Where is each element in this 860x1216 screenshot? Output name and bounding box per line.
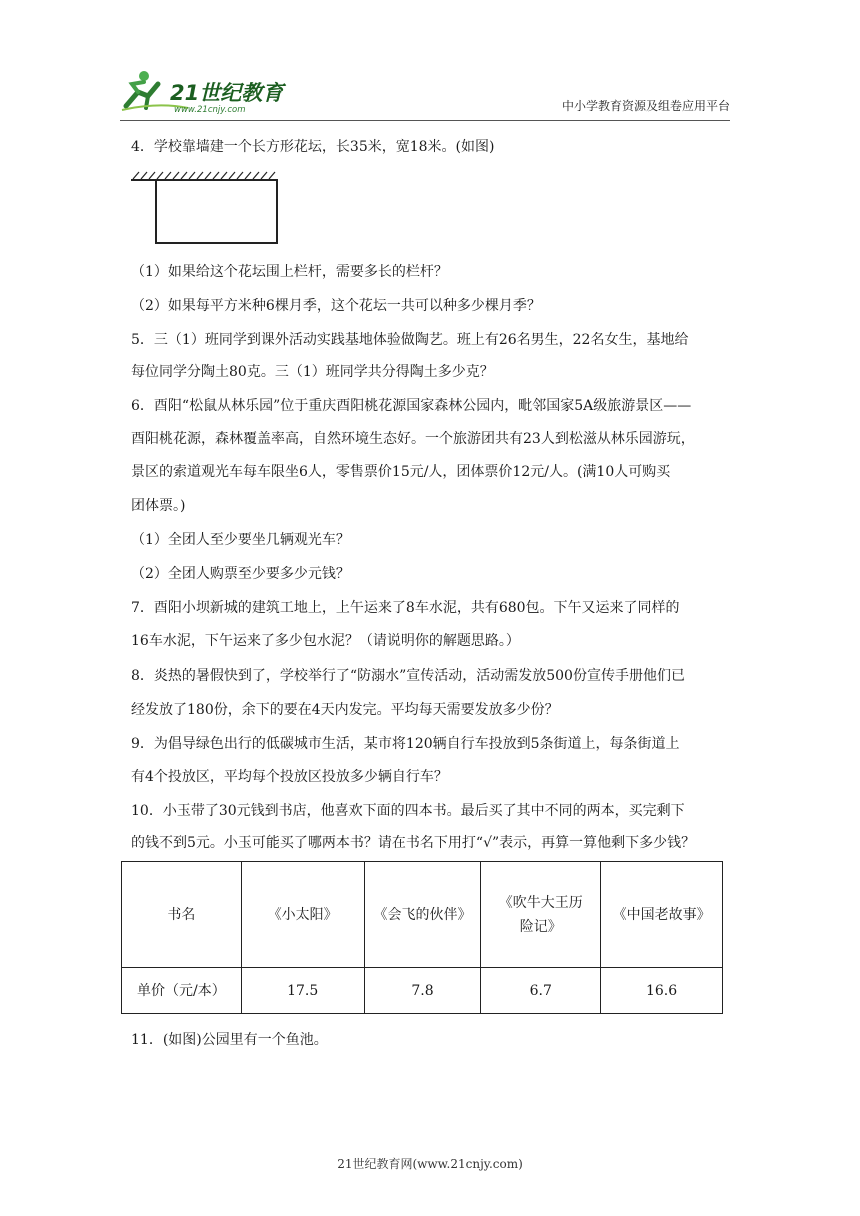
- table-cell: [481, 862, 601, 968]
- table-cell: 6.7: [481, 968, 601, 1014]
- page-footer: 21世纪教育网(www.21cnjy.com): [337, 1157, 523, 1171]
- header-divider: [120, 120, 730, 121]
- flowerbed-figure: [131, 170, 283, 250]
- question-10-line-1: 10．小玉带了30元钱到书店，他喜欢下面的四本书。最后买了其中不同的两本，买完剩下: [131, 803, 685, 819]
- question-9-line-1: 9．为倡导绿色出行的低碳城市生活，某市将120辆自行车投放到5条街道上，每条街道上: [131, 736, 680, 752]
- table-row: [122, 862, 723, 968]
- question-4: 4．学校靠墙建一个长方形花坛，长35米，宽18米。(如图): [131, 139, 495, 155]
- table-cell: 《会飞的伙伴》: [364, 862, 481, 968]
- table-cell-line: 险记》: [519, 918, 562, 935]
- question-8-line-2: 经发放了180份，余下的要在4天内发完。平均每天需要发放多少份？: [131, 702, 559, 718]
- book-price-table: [121, 861, 723, 1014]
- question-6-part-1: （1）全团人至少要坐几辆观光车？: [131, 532, 350, 548]
- question-4-part-1: （1）如果给这个花坛围上栏杆，需要多长的栏杆？: [131, 264, 448, 280]
- table-header-cell: 单价（元/本）: [122, 968, 242, 1014]
- table-cell: 《小太阳》: [241, 862, 364, 968]
- svg-text:www.21cnjy.com: www.21cnjy.com: [174, 105, 246, 115]
- question-7-line-2: 16车水泥，下午运来了多少包水泥？（请说明你的解题思路。）: [131, 633, 520, 649]
- question-5-line-1: 5．三（1）班同学到课外活动实践基地体验做陶艺。班上有26名男生，22名女生，基地给: [131, 332, 689, 348]
- question-5-line-2: 每位同学分陶土80克。三（1）班同学共分得陶土多少克？: [131, 364, 494, 380]
- question-10-line-2: 的钱不到5元。小玉可能买了哪两本书？请在书名下用打“√”表示，再算一算他剩下多少钱？: [131, 835, 696, 851]
- question-6-part-2: （2）全团人购票至少要多少元钱？: [131, 566, 350, 582]
- question-4-part-2: （2）如果每平方米种6棵月季，这个花坛一共可以种多少棵月季？: [131, 298, 541, 314]
- question-7-line-1: 7．酉阳小坝新城的建筑工地上，上午运来了8车水泥，共有680包。下午又运来了同样的: [131, 600, 680, 616]
- question-9-line-2: 有4个投放区，平均每个投放区投放多少辆自行车？: [131, 769, 448, 785]
- table-cell: 16.6: [601, 968, 723, 1014]
- platform-name: 中小学教育资源及组卷应用平台: [561, 99, 730, 113]
- question-11: 11．(如图)公园里有一个鱼池。: [131, 1032, 328, 1048]
- table-header-cell: 书名: [122, 862, 242, 968]
- page-header: [118, 66, 730, 120]
- table-cell: 《中国老故事》: [601, 862, 723, 968]
- question-6-line-1: 6．酉阳“松鼠从林乐园”位于重庆酉阳桃花源国家森林公园内，毗邻国家5A级旅游景区——: [131, 398, 692, 414]
- svg-text:21世纪教育: 21世纪教育: [170, 81, 284, 105]
- question-8-line-1: 8．炎热的暑假快到了，学校举行了“防溺水”宣传活动，活动需发放500份宣传手册他们已: [131, 668, 685, 684]
- question-6-line-4: 团体票。): [131, 498, 186, 514]
- table-cell-line: 《吹牛大王历: [498, 894, 583, 911]
- question-6-line-2: 酉阳桃花源，森林覆盖率高，自然环境生态好。一个旅游团共有23人到松滋从林乐园游玩，: [131, 431, 695, 447]
- table-cell: 7.8: [364, 968, 481, 1014]
- table-cell: 17.5: [241, 968, 364, 1014]
- table-row: [122, 968, 723, 1014]
- question-6-line-3: 景区的索道观光车每车限坐6人，零售票价15元/人，团体票价12元/人。(满10人可购买: [131, 464, 671, 480]
- 21cnjy-logo-icon: [118, 66, 298, 116]
